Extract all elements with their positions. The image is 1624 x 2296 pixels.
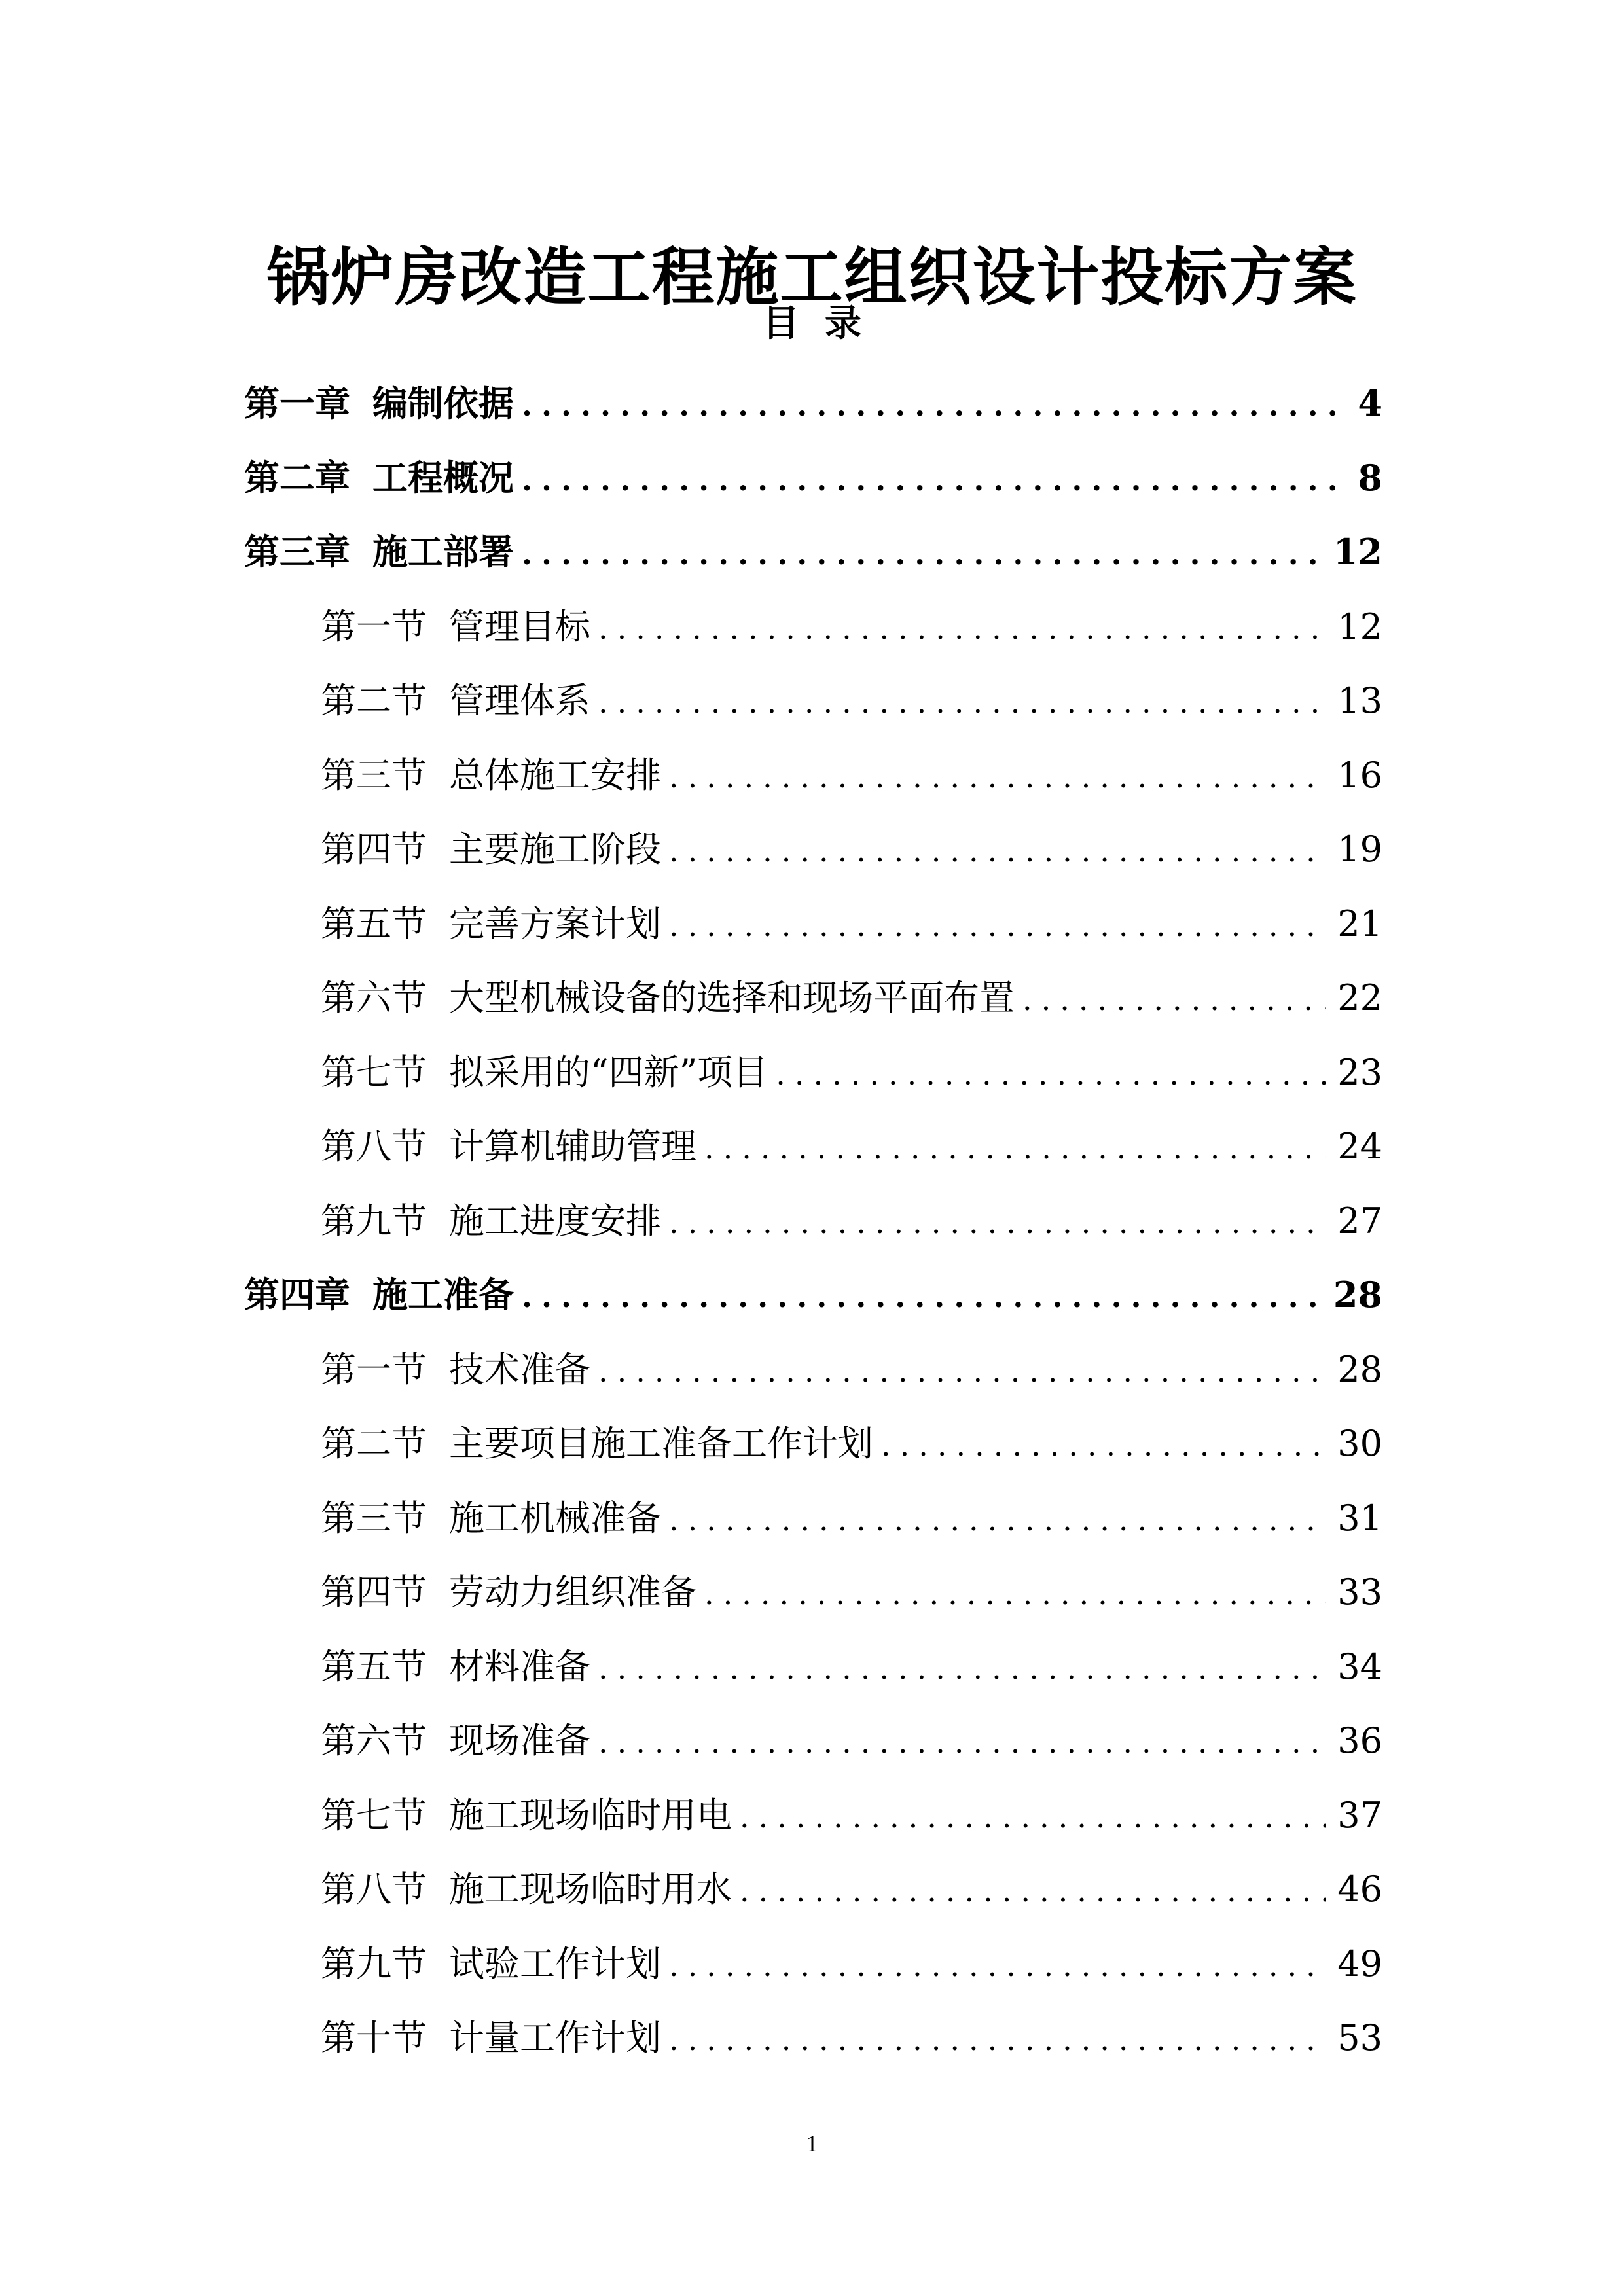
toc-entry-title: 工程概况	[372, 457, 514, 499]
toc-dot-leader	[522, 368, 1346, 443]
toc-entry-title: 施工机械准备	[449, 1497, 661, 1539]
toc-entry-page: 23	[1337, 1051, 1382, 1093]
toc-section-entry[interactable]	[0, 1778, 1624, 1853]
toc-entry-page: 13	[1337, 680, 1382, 721]
toc-section-entry[interactable]	[0, 1481, 1624, 1556]
toc-entry-title: 施工准备	[372, 1274, 514, 1316]
page-number: 1	[806, 2130, 818, 2157]
toc-entry-label	[244, 367, 514, 441]
toc-dot-leader	[704, 1557, 1326, 1632]
toc-section-entry[interactable]	[0, 1109, 1624, 1184]
toc-entry-page: 28	[1337, 1348, 1382, 1390]
toc-entry-page: 36	[1337, 1720, 1382, 1761]
toc-entry-label	[321, 1852, 732, 1927]
toc-section-entry[interactable]	[0, 887, 1624, 961]
toc-entry-title: 主要项目施工准备工作计划	[449, 1423, 873, 1464]
toc-entry-page: 8	[1358, 456, 1382, 499]
toc-entry-label	[321, 590, 590, 664]
toc-chapter-entry[interactable]	[0, 441, 1624, 516]
toc-entry-title: 技术准备	[449, 1348, 590, 1390]
toc-entry-page: 33	[1337, 1571, 1382, 1613]
toc-section-entry[interactable]	[0, 1184, 1624, 1259]
toc-section-entry[interactable]	[0, 664, 1624, 738]
toc-entry-label	[244, 515, 514, 590]
toc-dot-leader	[669, 1186, 1326, 1261]
toc-section-entry[interactable]	[0, 1407, 1624, 1481]
toc-entry-title: 施工现场临时用电	[449, 1794, 732, 1836]
toc-entry-title: 拟采用的“四新”项目	[449, 1051, 768, 1093]
toc-section-entry[interactable]	[0, 1035, 1624, 1110]
toc-dot-leader	[598, 1706, 1326, 1780]
toc-entry-label	[321, 1184, 661, 1259]
toc-entry-page: 22	[1337, 977, 1382, 1018]
toc-entry-number: 第四节	[321, 1571, 427, 1613]
toc-entry-label	[321, 2001, 661, 2075]
toc-entry-label	[321, 738, 661, 813]
toc-chapter-entry[interactable]	[0, 515, 1624, 590]
toc-entry-number: 第九节	[321, 1200, 427, 1242]
toc-entry-page: 12	[1337, 605, 1382, 647]
toc-dot-leader	[669, 814, 1326, 889]
toc-entry-title: 计算机辅助管理	[449, 1126, 696, 1167]
toc-entry-number: 第二节	[321, 680, 427, 721]
toc-dot-leader	[669, 740, 1326, 815]
toc-entry-label	[244, 1258, 514, 1333]
toc-chapter-entry[interactable]	[0, 1258, 1624, 1333]
toc-entry-number: 第六节	[321, 977, 427, 1018]
toc-entry-title: 现场准备	[449, 1720, 590, 1761]
toc-entry-label	[321, 664, 590, 738]
toc-entry-page: 24	[1337, 1126, 1382, 1167]
toc-entry-number: 第三节	[321, 754, 427, 796]
toc-entry-number: 第六节	[321, 1720, 427, 1761]
toc-entry-label	[321, 1630, 590, 1704]
toc-entry-number: 第九节	[321, 1943, 427, 1984]
toc-section-entry[interactable]	[0, 1630, 1624, 1704]
toc-dot-leader	[522, 443, 1346, 518]
toc-section-entry[interactable]	[0, 1852, 1624, 1927]
toc-dot-leader	[669, 889, 1326, 963]
toc-entry-page: 34	[1337, 1645, 1382, 1687]
toc-entry-number: 第五节	[321, 903, 427, 944]
toc-entry-title: 施工进度安排	[449, 1200, 661, 1242]
toc-entry-number: 第八节	[321, 1126, 427, 1167]
toc-entry-title: 施工部署	[372, 531, 514, 573]
toc-entry-page: 4	[1358, 382, 1382, 424]
toc-section-entry[interactable]	[0, 1704, 1624, 1778]
toc-entry-page: 31	[1337, 1497, 1382, 1539]
toc-section-entry[interactable]	[0, 590, 1624, 664]
toc-entry-page: 49	[1337, 1943, 1382, 1984]
toc-entry-number: 第三章	[244, 531, 350, 573]
toc-entry-title: 施工现场临时用水	[449, 1869, 732, 1910]
toc-entry-label	[321, 1333, 590, 1407]
toc-dot-leader	[704, 1111, 1326, 1186]
toc-entry-page: 46	[1337, 1869, 1382, 1910]
toc-entry-number: 第四节	[321, 829, 427, 870]
toc-section-entry[interactable]	[0, 1555, 1624, 1630]
toc-entry-number: 第八节	[321, 1869, 427, 1910]
toc-entry-number: 第五节	[321, 1645, 427, 1687]
toc-entry-title: 计量工作计划	[449, 2017, 661, 2058]
toc-entry-title: 总体施工安排	[449, 754, 661, 796]
toc-entry-number: 第一章	[244, 383, 350, 424]
toc-entry-title: 管理体系	[449, 680, 590, 721]
toc-section-entry[interactable]	[0, 812, 1624, 887]
toc-entry-label	[321, 1555, 696, 1630]
toc-entry-number: 第七节	[321, 1051, 427, 1093]
toc-entry-label	[321, 887, 661, 961]
toc-entry-page: 27	[1337, 1200, 1382, 1242]
toc-entry-page: 21	[1337, 903, 1382, 944]
toc-entry-title: 主要施工阶段	[449, 829, 661, 870]
document-title: 锅炉房改造工程施工组织设计投标方案	[266, 241, 1358, 315]
toc-entry-number: 第二节	[321, 1423, 427, 1464]
toc-section-entry[interactable]	[0, 1333, 1624, 1407]
toc-entry-number: 第十节	[321, 2017, 427, 2058]
toc-entry-page: 12	[1333, 531, 1382, 573]
toc-entry-page: 19	[1337, 829, 1382, 870]
toc-entry-number: 第一节	[321, 605, 427, 647]
toc-entry-label	[321, 961, 1015, 1035]
toc-section-entry[interactable]	[0, 738, 1624, 813]
toc-dot-leader	[522, 517, 1322, 592]
toc-entry-title: 材料准备	[449, 1645, 590, 1687]
toc-chapter-entry[interactable]	[0, 367, 1624, 441]
toc-dot-leader	[776, 1037, 1326, 1112]
toc-dot-leader	[598, 592, 1326, 666]
toc-entry-label	[321, 1035, 768, 1110]
table-of-contents	[0, 367, 1624, 2075]
toc-entry-number: 第四章	[244, 1274, 350, 1316]
toc-entry-label	[321, 1704, 590, 1778]
toc-entry-number: 第一节	[321, 1348, 427, 1390]
toc-entry-title: 试验工作计划	[449, 1943, 661, 1984]
toc-section-entry[interactable]	[0, 2001, 1624, 2075]
toc-section-entry[interactable]	[0, 961, 1624, 1035]
toc-entry-label	[244, 441, 514, 516]
toc-dot-leader	[669, 1483, 1326, 1558]
toc-entry-number: 第三节	[321, 1497, 427, 1539]
toc-entry-label	[321, 1481, 661, 1556]
toc-entry-label	[321, 1778, 732, 1853]
toc-dot-leader	[740, 1854, 1326, 1929]
toc-dot-leader	[669, 1929, 1326, 2003]
toc-dot-leader	[598, 1632, 1326, 1706]
toc-entry-title: 大型机械设备的选择和现场平面布置	[449, 977, 1015, 1018]
toc-dot-leader	[522, 1260, 1322, 1335]
toc-entry-label	[321, 1407, 873, 1481]
toc-entry-title: 编制依据	[372, 383, 514, 424]
toc-entry-page: 16	[1337, 754, 1382, 796]
toc-entry-title: 管理目标	[449, 605, 590, 647]
toc-dot-leader	[669, 2003, 1326, 2077]
toc-entry-title: 劳动力组织准备	[449, 1571, 696, 1613]
toc-entry-page: 30	[1337, 1423, 1382, 1464]
toc-entry-number: 第七节	[321, 1794, 427, 1836]
toc-entry-number: 第二章	[244, 457, 350, 499]
toc-entry-label	[321, 1109, 696, 1184]
toc-dot-leader	[598, 666, 1326, 740]
toc-entry-page: 53	[1337, 2017, 1382, 2058]
toc-entry-label	[321, 1927, 661, 2001]
toc-dot-leader	[740, 1780, 1326, 1855]
toc-entry-page: 28	[1333, 1274, 1382, 1316]
toc-heading: 目 录	[763, 302, 861, 345]
toc-entry-title: 完善方案计划	[449, 903, 661, 944]
toc-dot-leader	[1022, 963, 1326, 1037]
toc-entry-label	[321, 812, 661, 887]
toc-dot-leader	[881, 1408, 1326, 1483]
toc-entry-page: 37	[1337, 1794, 1382, 1836]
toc-section-entry[interactable]	[0, 1927, 1624, 2001]
toc-dot-leader	[598, 1335, 1326, 1409]
